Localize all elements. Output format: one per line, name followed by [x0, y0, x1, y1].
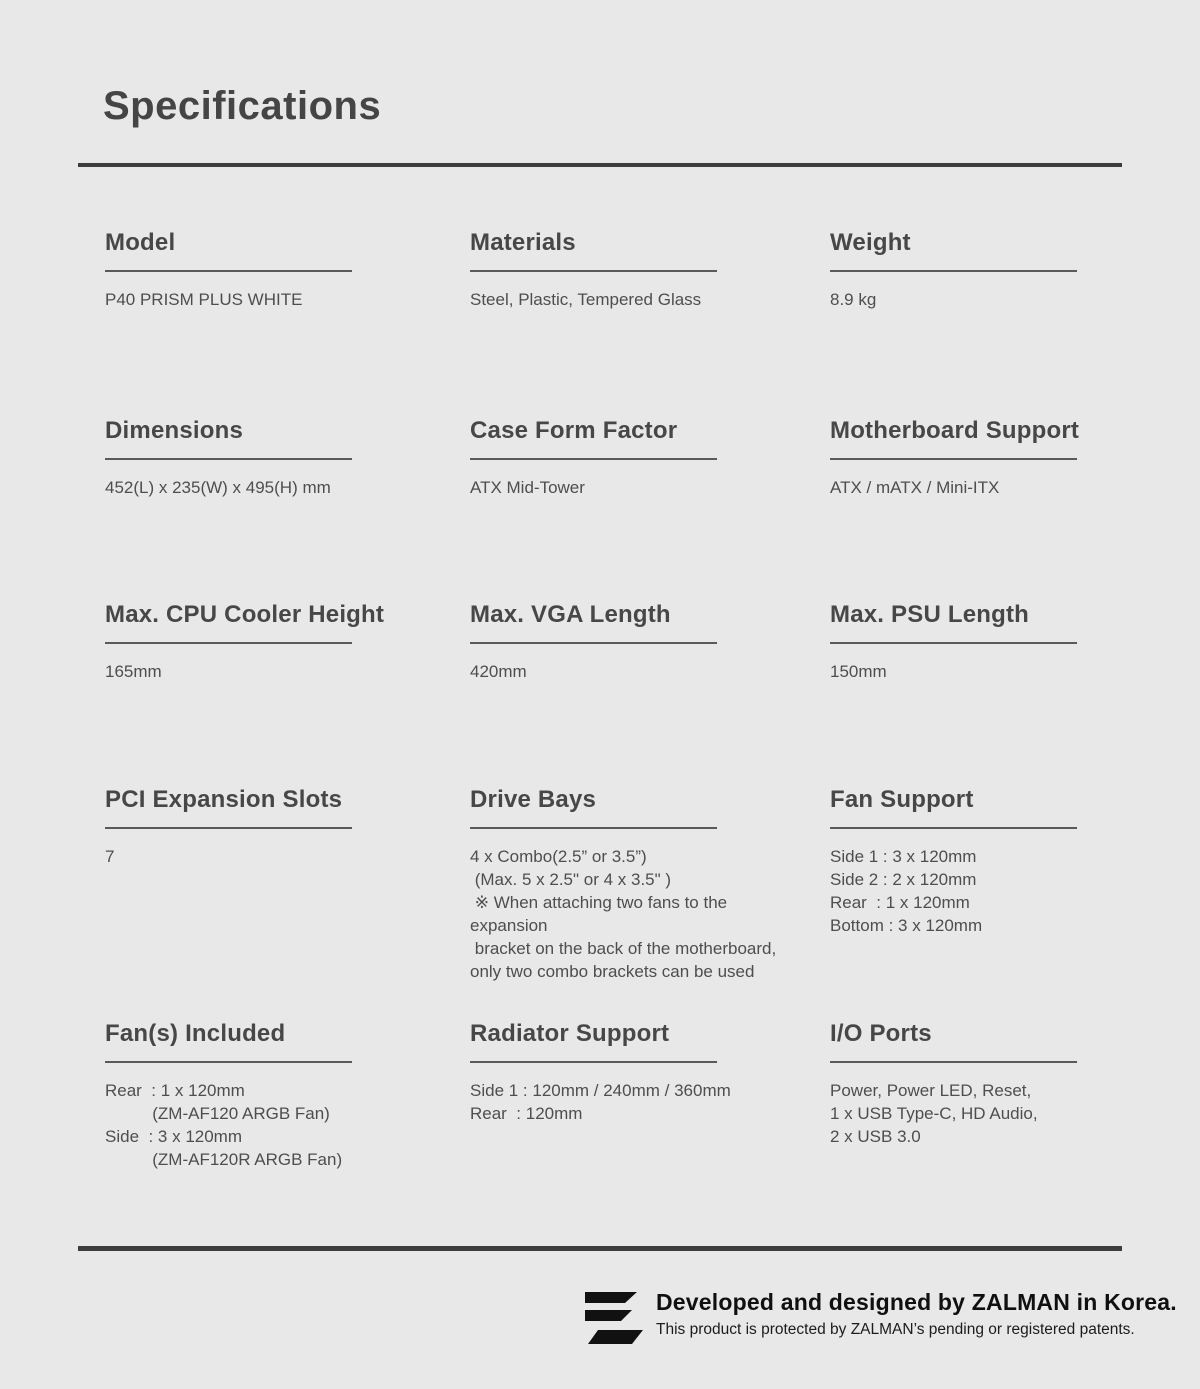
spec-label: Case Form Factor [470, 417, 678, 444]
spec-value [470, 476, 800, 499]
spec-item-max-cpu-cooler-height [105, 601, 470, 786]
spec-underline [830, 827, 1077, 829]
spec-underline [830, 458, 1077, 460]
spec-item-case-form-factor [470, 417, 830, 601]
spec-value [830, 288, 1095, 311]
spec-label: Radiator Support [470, 1020, 670, 1047]
spec-value [470, 1079, 800, 1125]
spec-underline [830, 1061, 1077, 1063]
spec-value-line: 4 x Combo(2.5” or 3.5”) [470, 847, 647, 866]
spec-value-line: 1 x USB Type-C, HD Audio, [830, 1104, 1038, 1123]
spec-value-line: ATX Mid-Tower [470, 478, 585, 497]
spec-value-line: Rear : 120mm [470, 1104, 583, 1123]
spec-value-line: 452(L) x 235(W) x 495(H) mm [105, 478, 331, 497]
spec-item-fan-s-included [105, 1020, 470, 1171]
spec-label: Fan(s) Included [105, 1020, 286, 1047]
spec-value-line: 8.9 kg [830, 290, 877, 309]
spec-value [470, 660, 800, 683]
spec-item-pci-expansion-slots [105, 786, 470, 1020]
spec-value-line: (Max. 5 x 2.5" or 4 x 3.5" ) [470, 870, 672, 889]
spec-value-line: only two combo brackets can be used [470, 962, 755, 981]
spec-value-line: Side 2 : 2 x 120mm [830, 870, 977, 889]
spec-value [470, 845, 800, 983]
spec-label: Fan Support [830, 786, 974, 813]
spec-underline [830, 270, 1077, 272]
spec-value-line: Rear : 1 x 120mm [830, 893, 970, 912]
spec-item-drive-bays [470, 786, 830, 1020]
top-divider [78, 163, 1122, 167]
spec-underline [105, 827, 352, 829]
footer-patent-notice: This product is protected by ZALMAN’s pending or registered patents. [656, 1321, 1135, 1338]
bottom-divider [78, 1246, 1122, 1251]
spec-value-line: 7 [105, 847, 115, 866]
spec-label: Materials [470, 229, 576, 256]
spec-underline [470, 642, 717, 644]
spec-value-line: 420mm [470, 662, 527, 681]
spec-label: PCI Expansion Slots [105, 786, 343, 813]
spec-label: Max. PSU Length [830, 601, 1030, 628]
spec-label: Drive Bays [470, 786, 597, 813]
spec-label: Motherboard Support [830, 417, 1080, 444]
spec-item-materials [470, 229, 830, 417]
spec-value-line: Side 1 : 120mm / 240mm / 360mm [470, 1081, 731, 1100]
spec-item-model [105, 229, 470, 417]
spec-value-line: 150mm [830, 662, 887, 681]
spec-underline [470, 270, 717, 272]
spec-underline [105, 458, 352, 460]
specs-grid [105, 229, 1125, 1171]
spec-underline [470, 827, 717, 829]
spec-value [470, 288, 800, 311]
spec-value [105, 288, 440, 311]
spec-value-line: Steel, Plastic, Tempered Glass [470, 290, 702, 309]
spec-value [830, 845, 1095, 937]
spec-label: Max. CPU Cooler Height [105, 601, 385, 628]
spec-underline [105, 642, 352, 644]
spec-value-line: Rear : 1 x 120mm [105, 1081, 245, 1100]
spec-value [105, 476, 440, 499]
spec-value [830, 476, 1095, 499]
spec-label: I/O Ports [830, 1020, 932, 1047]
spec-underline [830, 642, 1077, 644]
spec-item-max-vga-length [470, 601, 830, 786]
footer [585, 1288, 1177, 1345]
spec-value-line: P40 PRISM PLUS WHITE [105, 290, 303, 309]
spec-item-motherboard-support [830, 417, 1125, 601]
spec-value-line: Side 1 : 3 x 120mm [830, 847, 977, 866]
spec-label: Weight [830, 229, 911, 256]
spec-item-radiator-support [470, 1020, 830, 1171]
spec-underline [105, 270, 352, 272]
spec-value [105, 660, 440, 683]
spec-underline [105, 1061, 352, 1063]
spec-value [830, 1079, 1095, 1148]
spec-item-i-o-ports [830, 1020, 1125, 1171]
spec-underline [470, 458, 717, 460]
spec-label: Dimensions [105, 417, 244, 444]
zalman-z-logo-icon [585, 1291, 643, 1345]
spec-value [105, 1079, 440, 1171]
spec-value-line: Power, Power LED, Reset, [830, 1081, 1032, 1100]
page-title: Specifications [103, 84, 382, 128]
spec-item-weight [830, 229, 1125, 417]
spec-label: Model [105, 229, 176, 256]
spec-value-line: bracket on the back of the motherboard, [470, 939, 777, 958]
spec-value-line: ATX / mATX / Mini-ITX [830, 478, 1000, 497]
footer-text [656, 1288, 1177, 1340]
spec-value-line: ※ When attaching two fans to the expansion [470, 893, 732, 935]
spec-value-line: 2 x USB 3.0 [830, 1127, 921, 1146]
spec-value-line: 165mm [105, 662, 162, 681]
spec-value-line: (ZM-AF120 ARGB Fan) [105, 1104, 330, 1123]
spec-item-max-psu-length [830, 601, 1125, 786]
spec-label: Max. VGA Length [470, 601, 671, 628]
spec-value-line: Bottom : 3 x 120mm [830, 916, 983, 935]
spec-item-fan-support [830, 786, 1125, 1020]
spec-value [830, 660, 1095, 683]
footer-tagline: Developed and designed by ZALMAN in Korea. [656, 1289, 1177, 1315]
spec-value [105, 845, 440, 868]
spec-item-dimensions [105, 417, 470, 601]
spec-value-line: Side : 3 x 120mm [105, 1127, 243, 1146]
spec-value-line: (ZM-AF120R ARGB Fan) [105, 1150, 343, 1169]
spec-underline [470, 1061, 717, 1063]
